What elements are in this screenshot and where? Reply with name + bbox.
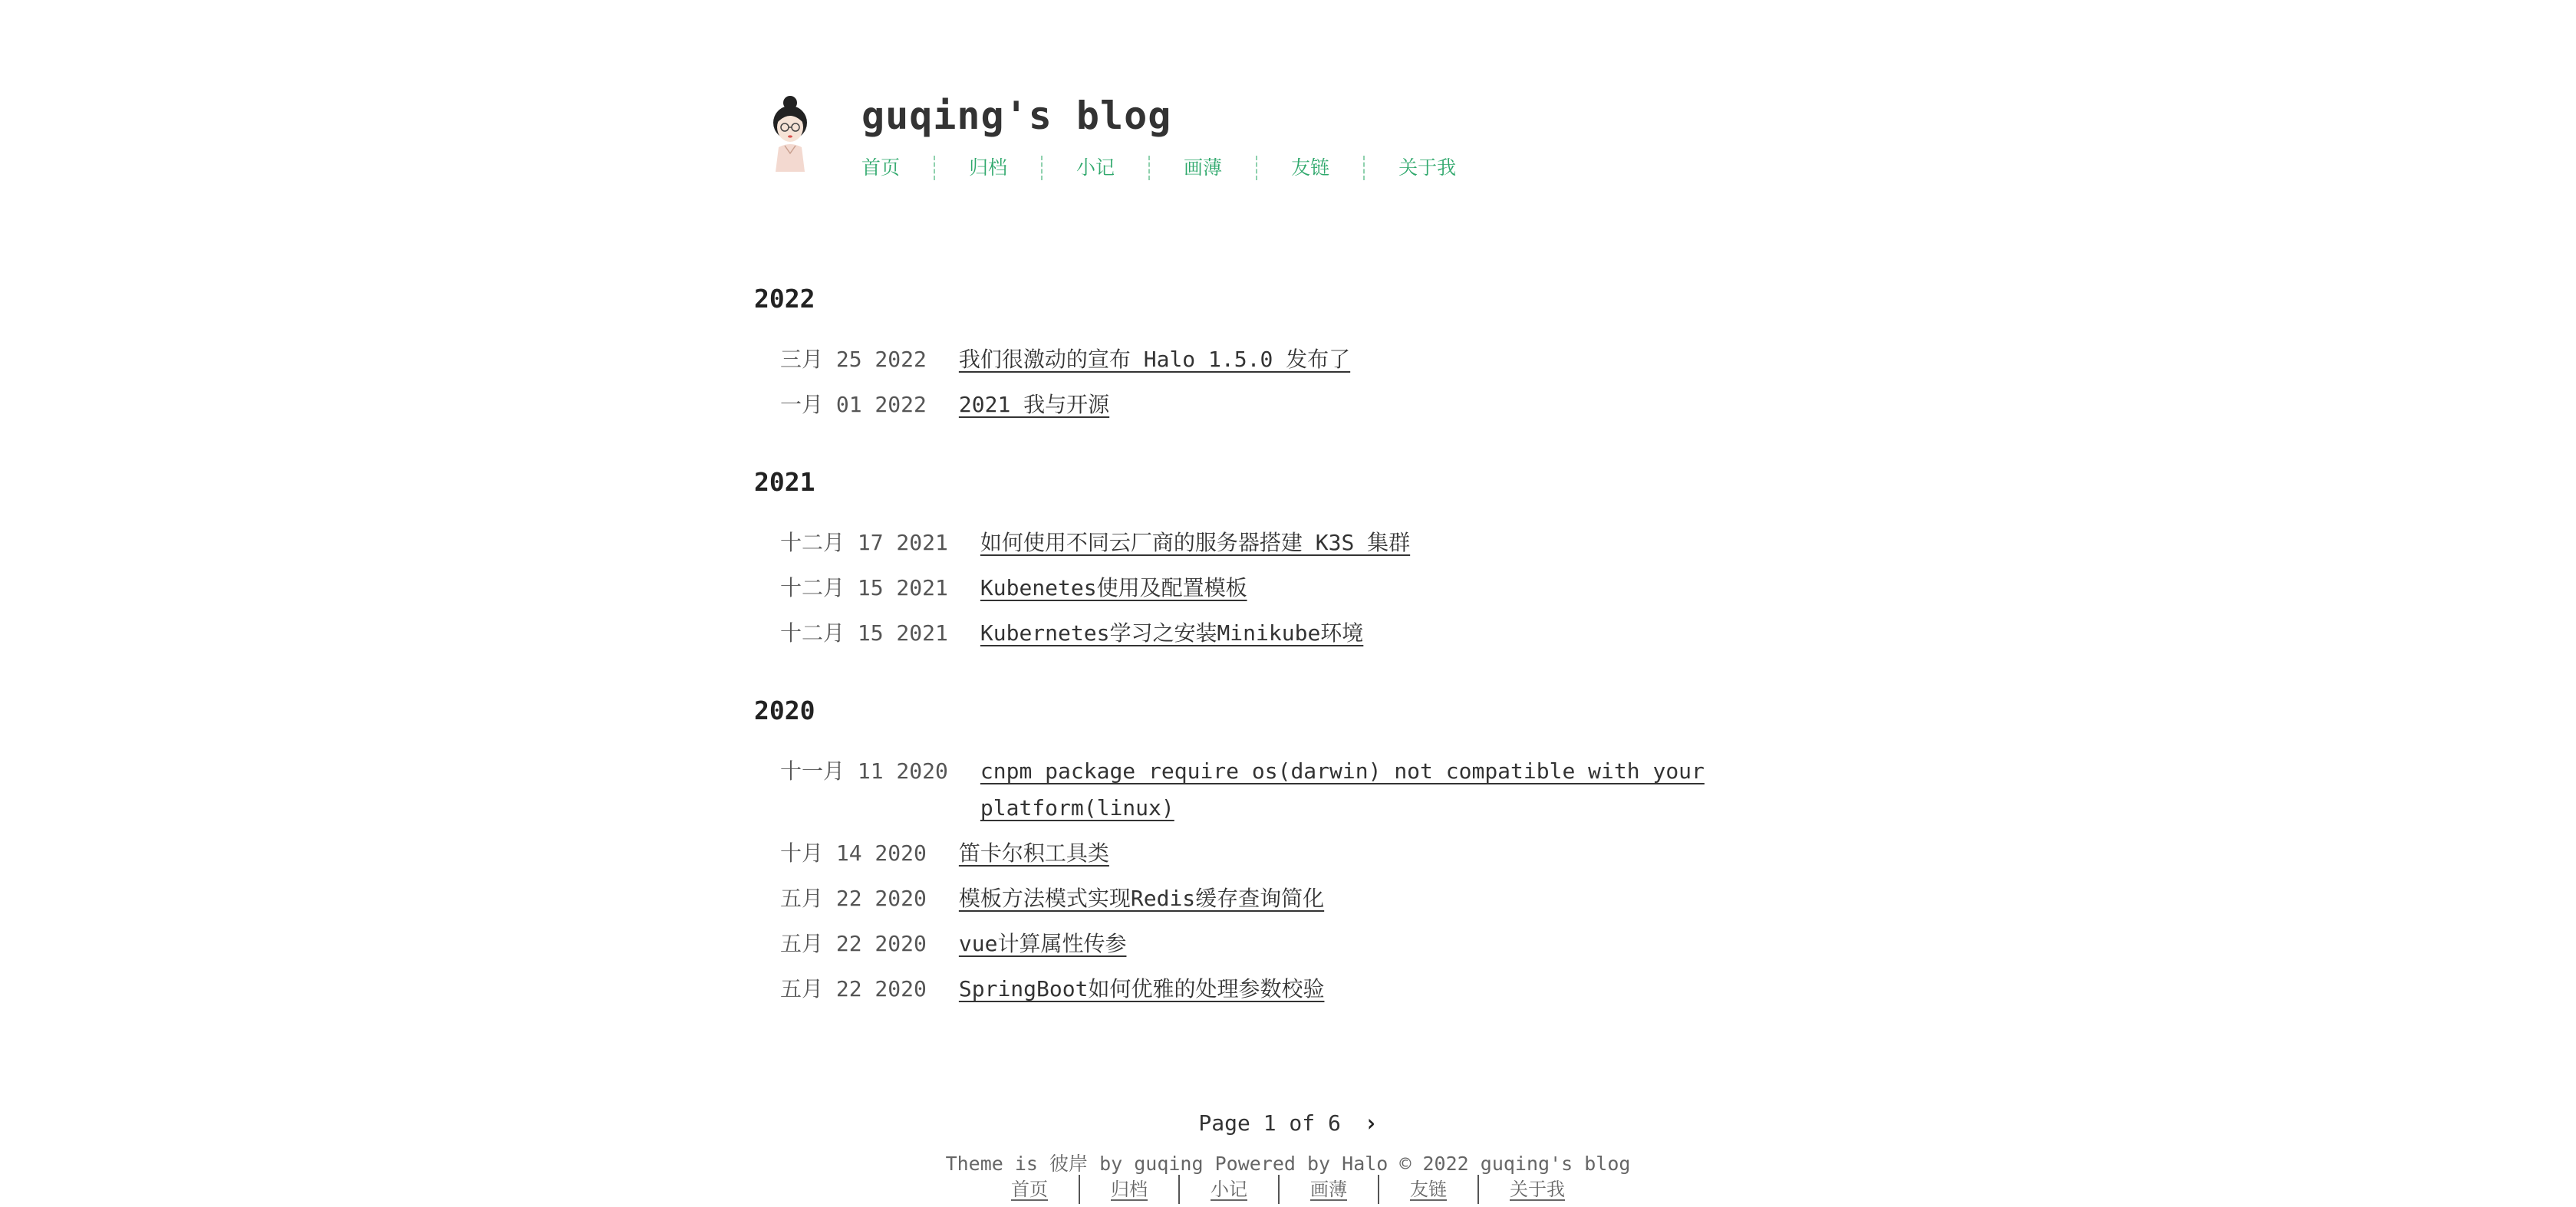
footer-nav-item-about[interactable]: 关于我: [1477, 1175, 1596, 1204]
list-item: [780, 341, 1751, 378]
year-group-2022: [754, 280, 1751, 423]
avatar[interactable]: [756, 92, 825, 176]
post-link[interactable]: 2021 我与开源: [958, 392, 1110, 417]
list-item: [780, 926, 1751, 962]
post-date: 三月 25 2022: [780, 347, 927, 372]
nav-item-notes[interactable]: 小记: [1041, 156, 1148, 180]
post-link[interactable]: 模板方法模式实现Redis缓存查询简化: [958, 886, 1325, 911]
footer-nav-item-links[interactable]: 友链: [1378, 1175, 1477, 1204]
nav-item-about[interactable]: 关于我: [1363, 156, 1490, 180]
year-heading: 2020: [754, 696, 815, 725]
post-link[interactable]: vue计算属性传参: [958, 931, 1127, 956]
post-link[interactable]: Kubernetes学习之安装Minikube环境: [980, 620, 1364, 646]
post-link[interactable]: 我们很激动的宣布 Halo 1.5.0 发布了: [958, 347, 1351, 372]
list-item: [780, 525, 1751, 561]
list-item: [780, 570, 1751, 607]
post-date: 十二月 15 2021: [780, 620, 948, 646]
year-group-2020: [754, 692, 1751, 1008]
post-date: 五月 22 2020: [780, 976, 927, 1001]
list-item: [780, 880, 1751, 917]
footer-nav-item-notes[interactable]: 小记: [1178, 1175, 1278, 1204]
chevron-right-icon[interactable]: ›: [1364, 1109, 1378, 1137]
nav-item-links[interactable]: 友链: [1256, 156, 1363, 180]
footer-nav-item-archive[interactable]: 归档: [1079, 1175, 1178, 1204]
post-date: 一月 01 2022: [780, 392, 927, 417]
page-indicator: Page 1 of 6: [1198, 1110, 1341, 1136]
post-link[interactable]: Kubenetes使用及配置模板: [980, 575, 1247, 600]
list-item: [780, 971, 1751, 1008]
year-heading: 2022: [754, 284, 815, 314]
year-group-2021: [754, 463, 1751, 652]
post-link[interactable]: SpringBoot如何优雅的处理参数校验: [958, 976, 1325, 1001]
post-date: 十二月 17 2021: [780, 530, 948, 555]
footer-nav-item-home[interactable]: 首页: [1011, 1179, 1048, 1200]
post-date: 十一月 11 2020: [780, 758, 948, 784]
post-link[interactable]: cnpm package require os(darwin) not compatible with your platform(linux): [980, 758, 1705, 821]
post-link[interactable]: 笛卡尔积工具类: [958, 840, 1109, 866]
post-date: 十月 14 2020: [780, 840, 927, 866]
nav-item-archive[interactable]: 归档: [934, 156, 1041, 180]
post-date: 五月 22 2020: [780, 931, 927, 956]
archive-list: [754, 280, 1751, 1047]
list-item: [780, 615, 1751, 652]
footer-nav: [0, 1175, 2576, 1204]
nav-item-home[interactable]: 首页: [861, 156, 901, 179]
nav-item-gallery[interactable]: 画薄: [1148, 156, 1256, 180]
list-item: [780, 753, 1751, 827]
post-date: 五月 22 2020: [780, 886, 927, 911]
pagination: [0, 1110, 2576, 1136]
main-nav: [861, 156, 1490, 180]
site-title[interactable]: guqing's blog: [861, 94, 1172, 138]
post-date: 十二月 15 2021: [780, 575, 948, 600]
footer-nav-item-gallery[interactable]: 画薄: [1278, 1175, 1378, 1204]
footer-credit: Theme is 彼岸 by guqing Powered by Halo © 2022 guqing's blog: [945, 1153, 1631, 1175]
list-item: [780, 835, 1751, 872]
list-item: [780, 386, 1751, 423]
post-link[interactable]: 如何使用不同云厂商的服务器搭建 K3S 集群: [980, 530, 1411, 555]
year-heading: 2021: [754, 467, 815, 497]
